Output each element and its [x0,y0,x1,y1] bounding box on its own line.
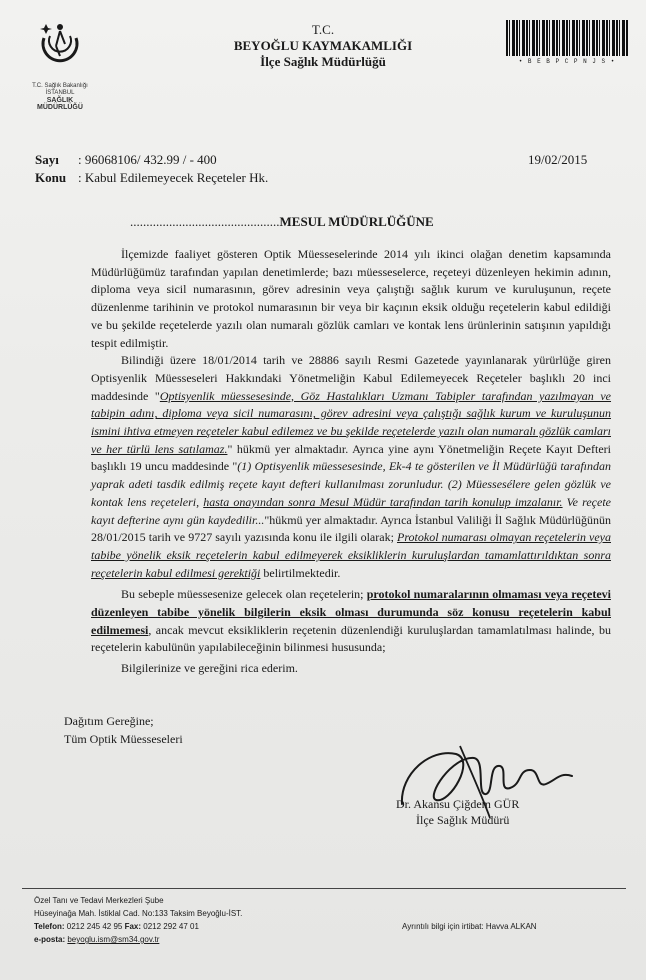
p2-text-4: belirtilmektedir. [260,565,341,580]
logo-line1: SAĞLIK [46,97,74,104]
signatory-title: İlçe Sağlık Müdürü [416,813,510,827]
footer-email-row: e-posta: beyoglu.ism@sm34.gov.tr [34,935,160,944]
logo-city: İSTANBUL [45,90,75,96]
logo-line2: MÜDÜRLÜĞÜ [37,104,83,111]
p3-text-2: , ancak mevcut eksikliklerin reçetenin düzenlendiği kuruluşlardan tamamlatılması halinde, bu reçetelerin kabulünün yapılabileceğinin bilinmesi hususunda; [91,622,611,655]
recipient-title: MESUL MÜDÜRLÜĞÜNE [279,214,434,229]
p3-bold: protokol numaralarının olmaması veya reçetevi düzenleyen tabibe yönelik bilgilerin eksik olması durumunda söz konusu reçetelerin kabul edilmemesi [91,587,611,637]
distribution-line1: Dağıtım Gereğine; [64,714,154,728]
recipient [130,214,434,230]
konu-value: : Kabul Edilemeyecek Reçeteler Hk. [78,170,269,185]
footer-email-link[interactable]: beyoglu.ism@sm34.gov.tr [67,935,160,944]
paragraph-2 [91,352,611,582]
barcode-code: • B E B P C P N J S • [518,58,616,65]
header-kaymakamlik: BEYOĞLU KAYMAKAMLIĞI [233,38,413,53]
footer-phone-fax: Telefon: 0212 245 42 95 Fax: 0212 292 47 01 [34,922,199,931]
p2-quote-1: Optisyenlik müessesesinde, Göz Hastalıkları Uzmanı Tabipler tarafından yazılmayan ve tabipin adını, diploma veya sicil numarasını, görev adresini veya çalıştığı sağlık kurum ve kuruluşunun ismini ihtiva etmeyen reçeteler kabul edilemez ve bu şekilde reçetelerde yazılı olan numaralı gözlük camları ve her türlü lens satılamaz. [91,388,612,456]
recipient-dots: .............................................. [130,214,280,229]
signatory-name: Dr. Akansu Çiğdem GÜR [396,797,520,811]
footer-divider [22,888,626,889]
paragraph-4: Bilgilerinize ve gereğini rica ederim. [121,661,298,676]
letter-body [91,246,611,678]
footer-address: Hüseyinağa Mah. İstiklal Cad. No:133 Taksim Beyoğlu-İST. [34,909,243,918]
document-barcode [506,20,628,65]
p2-quote-2c: Ve reçete kayıt defterine aynı gün kaydedilir... [91,494,611,527]
header-mudurluk: İlçe Sağlık Müdürlüğü [260,54,386,69]
p2-text-3: "hükmü yer almaktadır. Ayrıca İstanbul Valiliği İl Sağlık Müdürlüğünün 28/01/2015 tarih ve 9727 sayılı yazısında konu ile ilgili olarak; [91,512,611,545]
konu-label: Konu [35,170,67,185]
distribution-line2: Tüm Optik Müesseseleri [64,732,183,746]
footer-left [34,894,242,946]
barcode-bars [506,20,628,56]
p2-quote-3: Protokol numarası olmayan reçetelerin veya tabibe yönelik eksik reçetelerin kabul edilmeyerek eksikliklerin kuruluşlardan tamamlattırıldıktan sonra reçetelerin kabul edilmesi gerektiği [91,530,611,580]
p3-text-1: Bu sebeple müessesenize gelecek olan reçetelerin; [121,587,367,602]
sayi-value: : 96068106/ 432.99 / - 400 [78,152,217,167]
p2-quote-2a: (1) Optisyenlik müessesesinde, Ek-4 te gösterilen ve İl Müdürlüğü tarafından yaprak adeti tasdik edilmiş reçete kayıt defteri kullanılması zorunludur. (2) Müessesélere gelen gözlük ve kontak lens reçeteleri, [91,459,612,509]
p2-text-1: Bilindiği üzere 18/01/2014 tarih ve 28886 sayılı Resmi Gazetede yayınlanarak yürürlüğe giren Optisyenlik Müesseseleri Hakkındaki Yönetmeliğin Kabul Edilemeyecek Reçeteler başlıklı 20 inci maddesinde " [91,353,611,403]
distribution [64,712,183,748]
sayi-label: Sayı [35,152,59,167]
document-date: 19/02/2015 [528,152,588,167]
paragraph-3 [91,586,611,657]
paragraph-1: İlçemizde faaliyet gösteren Optik Müesseselerinde 2014 yılı ikinci olağan denetim kapsamında Müdürlüğümüz tarafından yapılan denetimlerde; bazı müesseselerce, reçeteyi düzenleyen hekimin adının, diploma veya sicil numarasının, görev adresinin veya çalıştığı sağlık kurum ve kuruluşunun, reçete düzenlenme tarihinin ve protokol numarasının bir veya bir kaçının eksik olduğu reçetelerin kabul edildiği ve bu şekilde reçetelerde yazılı olan numaralı gözlük camları ve kontak lens ürünlerinin satışının yapıldığı tespit edilmiştir. [91,247,611,350]
p2-text-2: " hükmü yer almaktadır. Ayrıca yine aynı Yönetmeliğin Reçete Kayıt Defteri başlıklı 19 uncu maddesinde " [91,441,611,474]
footer-contact: Ayrıntılı bilgi için irtibat: Havva ALKAN [402,922,537,931]
p2-quote-2b: hasta onayından sonra Mesul Müdür tarafından tarih konulup imzalanır. [203,494,563,509]
header-tc: T.C. [311,22,335,37]
footer-unit: Özel Tanı ve Tedavi Merkezleri Şube [34,896,164,905]
logo-ministry: T.C. Sağlık Bakanlığı [32,83,88,89]
